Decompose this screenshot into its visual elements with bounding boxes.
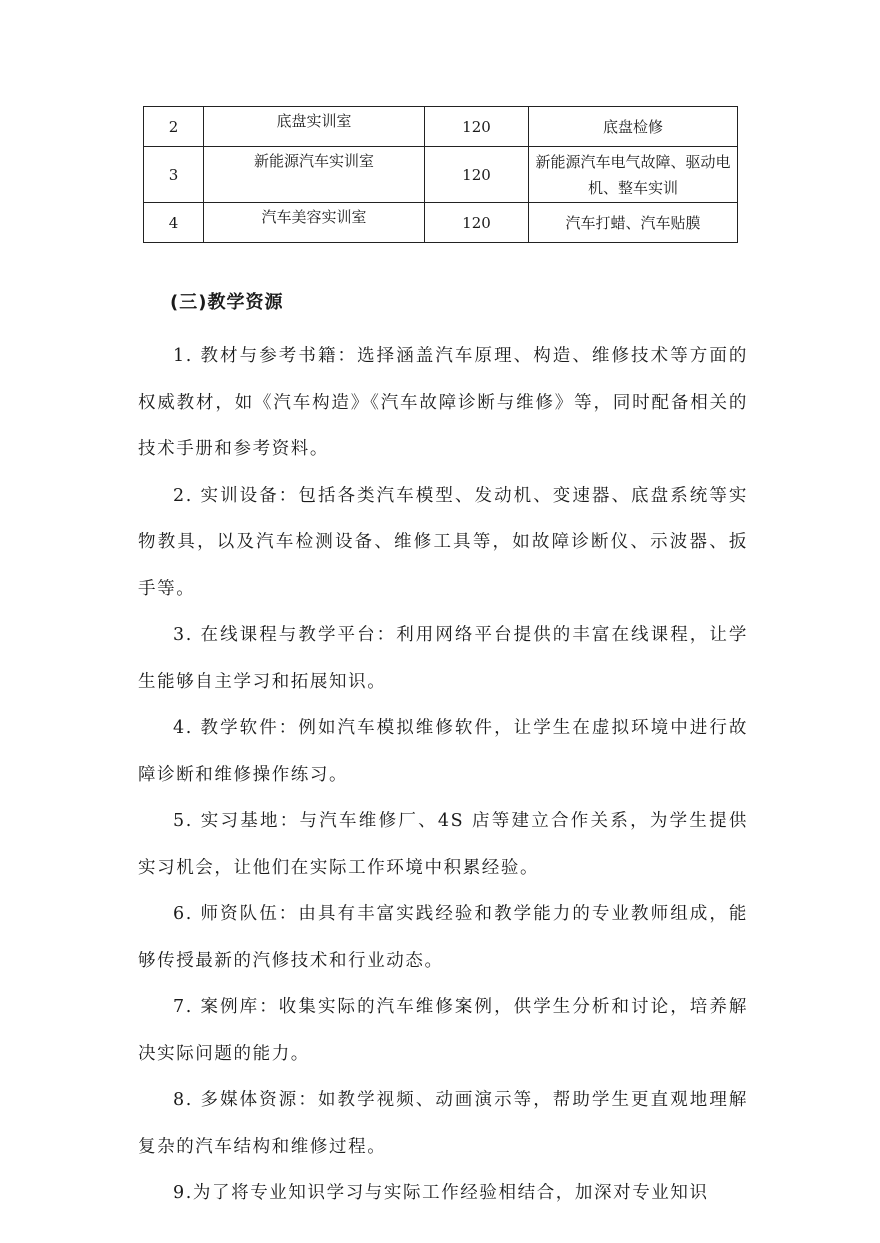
room-capacity-cell: 120 — [425, 203, 529, 243]
body-text — [138, 333, 748, 1217]
room-use-cell: 汽车打蜡、汽车贴膜 — [529, 203, 738, 243]
paragraph: 4. 教学软件：例如汽车模拟维修软件，让学生在虚拟环境中进行故障诊断和维修操作练习。 — [138, 718, 748, 785]
paragraph: 9.为了将专业知识学习与实际工作经验相结合，加深对专业知识 — [173, 1183, 709, 1203]
room-number-cell: 2 — [144, 107, 204, 147]
paragraph: 8. 多媒体资源：如教学视频、动画演示等，帮助学生更直观地理解复杂的汽车结构和维修过程。 — [138, 1090, 748, 1157]
paragraph: 5. 实习基地：与汽车维修厂、4S 店等建立合作关系，为学生提供实习机会，让他们在实际工作环境中积累经验。 — [138, 811, 748, 878]
room-use-cell: 新能源汽车电气故障、驱动电机、整车实训 — [529, 147, 738, 203]
room-capacity-cell: 120 — [425, 147, 529, 203]
training-room-table — [143, 106, 738, 243]
room-name-cell: 汽车美容实训室 — [204, 203, 425, 243]
paragraph: 7. 案例库：收集实际的汽车维修案例，供学生分析和讨论，培养解决实际问题的能力。 — [138, 997, 748, 1064]
room-name-cell: 新能源汽车实训室 — [204, 147, 425, 203]
room-capacity-cell: 120 — [425, 107, 529, 147]
table-row — [144, 203, 738, 243]
paragraph: 1. 教材与参考书籍：选择涵盖汽车原理、构造、维修技术等方面的权威教材，如《汽车构造》《汽车故障诊断与维修》等，同时配备相关的技术手册和参考资料。 — [138, 346, 748, 459]
room-number-cell: 3 — [144, 147, 204, 203]
paragraph: 6. 师资队伍：由具有丰富实践经验和教学能力的专业教师组成，能够传授最新的汽修技术和行业动态。 — [138, 904, 748, 971]
paragraph: 3. 在线课程与教学平台：利用网络平台提供的丰富在线课程，让学生能够自主学习和拓展知识。 — [138, 625, 748, 692]
paragraph: 2. 实训设备：包括各类汽车模型、发动机、变速器、底盘系统等实物教具，以及汽车检测设备、维修工具等，如故障诊断仪、示波器、扳手等。 — [138, 485, 748, 599]
table-row — [144, 107, 738, 147]
room-number-cell: 4 — [144, 203, 204, 243]
table-row — [144, 147, 738, 203]
section-heading: (三)教学资源 — [170, 292, 284, 313]
room-use-cell: 底盘检修 — [529, 107, 738, 147]
room-name-cell: 底盘实训室 — [204, 107, 425, 147]
